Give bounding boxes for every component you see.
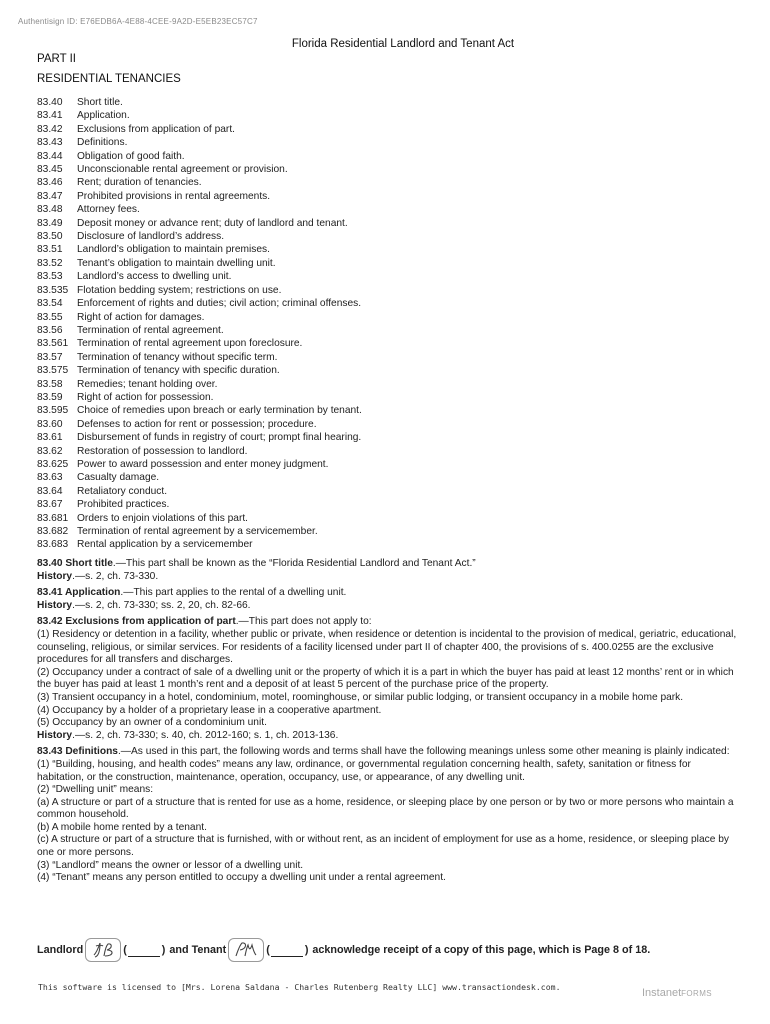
toc-section-number: 83.47 [37, 190, 63, 202]
toc-section-number: 83.46 [37, 177, 63, 189]
toc-section-number: 83.58 [37, 378, 63, 390]
toc-item [37, 176, 362, 189]
toc-item [37, 525, 362, 538]
list-item: (a) A structure or part of a structure that is rented for use as a home, residence, or sleeping place by one person or by two or more persons who maintain a common household. [37, 796, 734, 821]
history-text: .—s. 2, ch. 73-330. [72, 570, 159, 582]
toc-section-number: 83.681 [37, 512, 69, 524]
toc-section-title: Exclusions from application of part. [77, 123, 235, 135]
toc-section-number: 83.48 [37, 204, 63, 216]
list-item: (2) Occupancy under a contract of sale of a dwelling unit or the property of which it is a part in which the buyer has paid at least 12 months’ rent or in which the buyer has paid at least 1 month’s rent and a deposit of at least 5 percent of the purchase price of the property. [37, 666, 734, 691]
toc-section-number: 83.56 [37, 324, 63, 336]
toc-item [37, 270, 362, 283]
toc-item [37, 109, 362, 122]
toc-section-title: Enforcement of rights and duties; civil action; criminal offenses. [77, 298, 362, 310]
landlord-initials-blank[interactable] [128, 944, 160, 957]
section-text: .—This part shall be known as the “Florida Residential Landlord and Tenant Act.” [112, 558, 476, 569]
document-title: Florida Residential Landlord and Tenant Act [291, 38, 515, 50]
toc-item [37, 351, 362, 364]
section-heading: 83.43 Definitions [37, 746, 118, 758]
toc-item [37, 297, 362, 310]
history-label: History [37, 729, 73, 741]
list-item: (b) A mobile home rented by a tenant. [37, 821, 207, 833]
toc-item [37, 324, 362, 337]
toc-item [37, 257, 362, 270]
toc-item [37, 378, 362, 391]
toc-section-title: Termination of rental agreement. [77, 324, 224, 336]
toc-section-title: Termination of rental agreement upon foreclosure. [77, 338, 303, 350]
toc-section-title: Power to award possession and enter money judgment. [77, 458, 329, 470]
list-item: (5) Occupancy by an owner of a condominium unit. [37, 717, 267, 729]
toc-item [37, 203, 362, 216]
list-item: (1) “Building, housing, and health codes” means any law, ordinance, or governmental regulation concerning health, safety, sanitation or fitness for habitation, or the construction, maintenance, operation, occupancy, use, or appearance, of any dwelling unit. [37, 758, 691, 783]
toc-section-number: 83.67 [37, 499, 63, 511]
landlord-initials-box[interactable] [85, 938, 121, 962]
history-label: History [37, 599, 73, 611]
toc-item [37, 337, 362, 350]
tenant-label: and Tenant [169, 944, 227, 956]
toc-section-title: Tenant’s obligation to maintain dwelling unit. [77, 257, 276, 269]
toc-item [37, 404, 362, 417]
section-text: .—This part does not apply to: [235, 616, 372, 628]
open-paren: ( [266, 944, 270, 956]
section-83-41 [37, 587, 737, 612]
section-text: .—As used in this part, the following words and terms shall have the following meanings unless some other meaning is plainly indicated: [117, 746, 730, 758]
license-notice: This software is licensed to [Mrs. Lorena Saldana - Charles Rutenberg Realty LLC] www.transactiondesk.com. [38, 982, 561, 992]
toc-section-title: Termination of rental agreement by a servicemember. [77, 526, 318, 537]
toc-section-title: Short title. [77, 97, 123, 108]
toc-section-number: 83.44 [37, 150, 63, 162]
section-83-42 [37, 616, 737, 742]
toc-section-number: 83.52 [37, 257, 63, 269]
toc-section-number: 83.54 [37, 298, 63, 310]
tenant-initials-box[interactable] [228, 938, 264, 962]
toc-item [37, 311, 362, 324]
toc-item [37, 431, 362, 444]
toc-item [37, 163, 362, 176]
toc-item [37, 136, 362, 149]
toc-item [37, 150, 362, 163]
toc-section-title: Choice of remedies upon breach or early termination by tenant. [77, 405, 362, 417]
toc-section-title: Obligation of good faith. [77, 150, 185, 162]
toc-section-number: 83.575 [37, 365, 69, 377]
table-of-contents [37, 96, 362, 552]
toc-item [37, 418, 362, 431]
history-text: .—s. 2, ch. 73-330; ss. 2, 20, ch. 82-66. [72, 599, 251, 611]
toc-item [37, 284, 362, 297]
toc-item [37, 512, 362, 525]
brand-sub: FORMS [681, 989, 713, 998]
toc-section-number: 83.51 [37, 244, 63, 256]
toc-section-number: 83.45 [37, 164, 63, 176]
toc-section-number: 83.683 [37, 539, 69, 551]
list-item: (4) “Tenant” means any person entitled to occupy a dwelling unit under a rental agreement. [37, 872, 446, 884]
toc-item [37, 498, 362, 511]
toc-section-title: Landlord’s obligation to maintain premises. [77, 244, 270, 256]
list-item: (3) Transient occupancy in a hotel, condominium, motel, roominghouse, or similar public lodging, or transient occupancy in a mobile home park. [37, 691, 684, 703]
toc-section-title: Remedies; tenant holding over. [77, 378, 218, 390]
toc-section-number: 83.595 [37, 405, 69, 417]
close-paren: ) [304, 944, 309, 956]
list-item: (2) “Dwelling unit” means: [37, 784, 154, 796]
authentisign-id: Authentisign ID: E76EDB6A-4E88-4CEE-9A2D-E5EB23EC57C7 [18, 17, 258, 26]
statute-body [37, 558, 737, 885]
toc-section-number: 83.535 [37, 284, 69, 296]
toc-section-title: Definitions. [77, 137, 128, 149]
tenant-initials-blank[interactable] [271, 944, 303, 957]
toc-section-title: Defenses to action for rent or possession; procedure. [77, 418, 317, 430]
section-text: .—This part applies to the rental of a dwelling unit. [120, 587, 347, 599]
toc-section-title: Restoration of possession to landlord. [77, 445, 248, 457]
toc-item [37, 364, 362, 377]
tenant-initials-signature [231, 940, 261, 960]
instanet-forms-logo [642, 987, 712, 999]
toc-section-number: 83.50 [37, 231, 63, 243]
list-item: (4) Occupancy by a holder of a proprietary lease in a cooperative apartment. [37, 704, 382, 716]
acknowledgement-line [37, 938, 737, 962]
toc-section-number: 83.57 [37, 351, 63, 363]
history-label: History [37, 570, 73, 582]
toc-section-number: 83.49 [37, 217, 63, 229]
toc-section-title: Prohibited provisions in rental agreements. [77, 190, 271, 202]
open-paren: ( [123, 944, 127, 956]
landlord-label: Landlord [37, 944, 84, 956]
close-paren: ) [161, 944, 166, 956]
subpart-heading: RESIDENTIAL TENANCIES [37, 73, 181, 85]
acknowledgement-text: acknowledge receipt of a copy of this page, which is Page 8 of 18. [312, 944, 651, 956]
toc-section-number: 83.625 [37, 458, 69, 470]
toc-section-number: 83.682 [37, 526, 69, 537]
brand-main: Instanet [642, 987, 682, 999]
toc-section-number: 83.63 [37, 472, 63, 484]
toc-item [37, 538, 362, 551]
toc-item [37, 96, 362, 109]
toc-section-number: 83.561 [37, 338, 69, 350]
part-heading: PART II [37, 53, 76, 65]
toc-item [37, 190, 362, 203]
toc-section-title: Prohibited practices. [77, 499, 170, 511]
toc-item [37, 217, 362, 230]
toc-section-title: Retaliatory conduct. [77, 485, 168, 497]
list-item: (1) Residency or detention in a facility, whether public or private, when residence or detention is incidental to the provision of medical, geriatric, educational, counseling, religious, or similar services. For residents of a facility licensed under part II of chapter 400, the provisions of s. 400.0255 are the exclusive procedures for all transfers and discharges. [37, 628, 737, 666]
toc-section-title: Right of action for possession. [77, 391, 214, 403]
section-83-40 [37, 558, 737, 583]
toc-item [37, 243, 362, 256]
toc-section-title: Landlord’s access to dwelling unit. [77, 271, 232, 283]
toc-item [37, 123, 362, 136]
toc-item [37, 391, 362, 404]
toc-section-title: Deposit money or advance rent; duty of landlord and tenant. [77, 217, 348, 229]
toc-section-number: 83.55 [37, 311, 63, 323]
toc-section-title: Flotation bedding system; restrictions on use. [77, 284, 282, 296]
toc-section-number: 83.53 [37, 271, 63, 283]
toc-section-title: Right of action for damages. [77, 311, 205, 323]
list-item: (3) “Landlord” means the owner or lessor of a dwelling unit. [37, 859, 304, 871]
toc-item [37, 445, 362, 458]
toc-item [37, 471, 362, 484]
toc-section-title: Rental application by a servicemember [77, 539, 253, 551]
toc-section-title: Unconscionable rental agreement or provision. [77, 164, 288, 176]
toc-section-title: Termination of tenancy without specific term. [77, 351, 278, 363]
section-heading: 83.40 Short title [37, 558, 113, 569]
toc-section-title: Application. [77, 110, 130, 122]
section-heading: 83.41 Application [37, 587, 121, 599]
toc-section-number: 83.60 [37, 418, 63, 430]
toc-section-number: 83.41 [37, 110, 63, 122]
toc-item [37, 485, 362, 498]
landlord-initials-signature [88, 940, 118, 960]
toc-section-title: Attorney fees. [77, 204, 140, 216]
toc-section-title: Rent; duration of tenancies. [77, 177, 202, 189]
section-83-43 [37, 746, 737, 885]
toc-section-title: Casualty damage. [77, 472, 160, 484]
toc-section-title: Orders to enjoin violations of this part. [77, 512, 249, 524]
section-heading: 83.42 Exclusions from application of part [37, 616, 236, 628]
toc-section-number: 83.42 [37, 123, 63, 135]
toc-section-number: 83.40 [37, 97, 63, 108]
toc-section-number: 83.64 [37, 485, 63, 497]
toc-section-title: Termination of tenancy with specific duration. [77, 365, 280, 377]
toc-section-number: 83.62 [37, 445, 63, 457]
toc-item [37, 458, 362, 471]
toc-section-number: 83.59 [37, 391, 63, 403]
toc-section-title: Disclosure of landlord’s address. [77, 231, 225, 243]
history-text: .—s. 2, ch. 73-330; s. 40, ch. 2012-160; s. 1, ch. 2013-136. [72, 729, 339, 741]
toc-item [37, 230, 362, 243]
toc-section-number: 83.43 [37, 137, 63, 149]
toc-section-title: Disbursement of funds in registry of court; prompt final hearing. [77, 432, 362, 444]
toc-section-number: 83.61 [37, 432, 63, 444]
list-item: (c) A structure or part of a structure that is furnished, with or without rent, as an incident of employment for use as a home, residence, or sleeping place by one or more persons. [37, 834, 729, 859]
